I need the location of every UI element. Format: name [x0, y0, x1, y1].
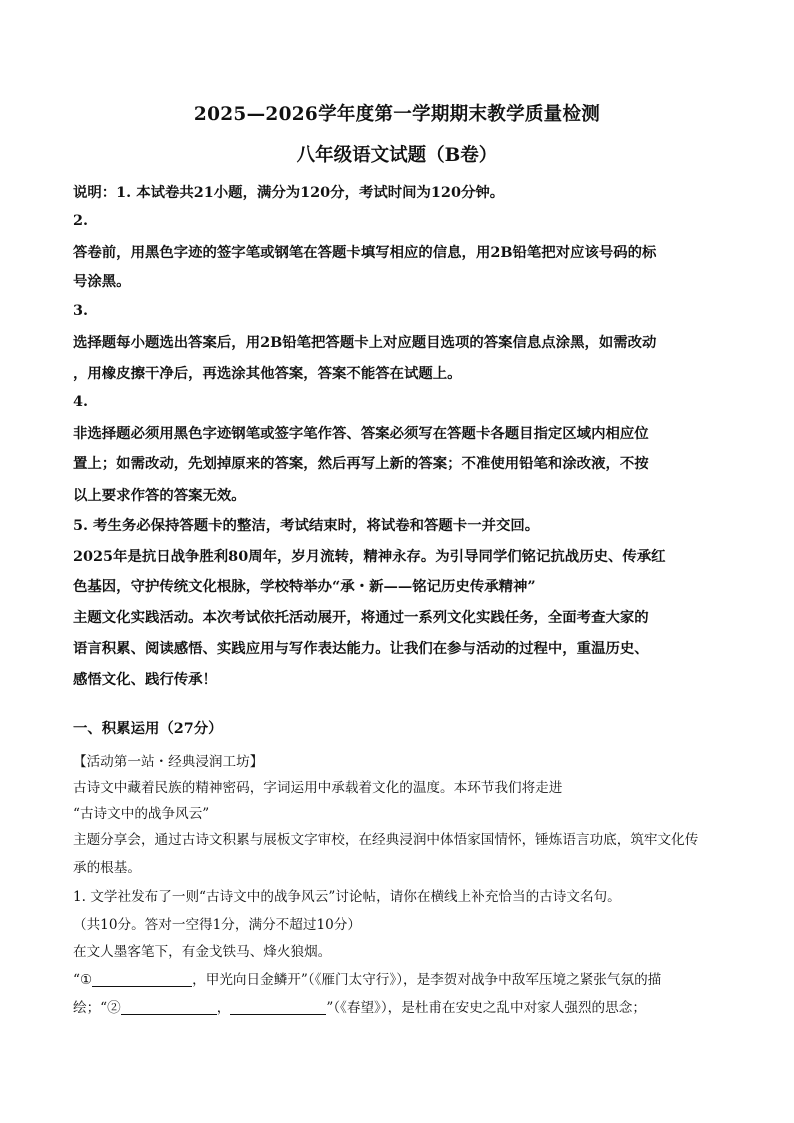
question-1: 1. 文学社发布了一则“古诗文中的战争风云”讨论帖，请你在横线上补充恰当的古诗文名句。	[73, 889, 621, 905]
exam-subtitle: 八年级语文试题（B卷）	[296, 145, 498, 166]
fill-line-1	[73, 968, 661, 988]
section-para-1: 古诗文中藏着民族的精神密码，字词运用中承载着文化的温度。本环节我们将走进	[73, 780, 563, 796]
instruction-2-line-2: 号涂黑。	[73, 273, 131, 290]
instruction-3-line-1: 选择题每小题选出答案后，用2B铅笔把答题卡上对应题目选项的答案信息点涂黑，如需改动	[73, 334, 657, 351]
instruction-num-3: 3.	[73, 302, 89, 319]
intro-line-4: 语言积累、阅读感悟、实践应用与写作表达能力。让我们在参与活动的过程中，重温历史、	[73, 640, 649, 657]
question-1-lead: 在文人墨客笔下，有金戈铁马、烽火狼烟。	[73, 944, 332, 960]
intro-line-2: 色基因，守护传统文化根脉，学校特举办“承・新——铭记历史传承精神”	[73, 578, 536, 595]
section-para-3: 主题分享会，通过古诗文积累与展板文字审校，在经典浸润中体悟家国情怀，锤炼语言功底，筑牢文化传	[73, 832, 699, 848]
section-heading: 一、积累运用（27分）	[73, 720, 223, 737]
instruction-num-4: 4.	[73, 393, 89, 410]
section-para-2: “古诗文中的战争风云”	[73, 806, 210, 822]
instruction-1: 说明：1. 本试卷共21小题，满分为120分，考试时间为120分钟。	[73, 184, 505, 201]
fill-line-2	[73, 996, 646, 1016]
station-title: 【活动第一站・经典浸润工坊】	[73, 754, 264, 770]
fill-2-suffix: ”（《春望》），是杜甫在安史之乱中对家人强烈的思念；	[326, 1000, 646, 1016]
fill-1-prefix: “①	[73, 972, 93, 988]
fill-1-suffix: ，甲光向日金鳞开”（《雁门太守行》），是李贺对战争中敌军压境之紧张气氛的描	[192, 972, 662, 988]
intro-line-3: 主题文化实践活动。本次考试依托活动展开，将通过一系列文化实践任务，全面考查大家的	[73, 609, 649, 626]
instruction-4-line-3: 以上要求作答的答案无效。	[73, 487, 246, 504]
question-1-score: （共10分。答对一空得1分，满分不超过10分）	[73, 917, 361, 933]
instruction-4-line-1: 非选择题必须用黑色字迹钢笔或签字笔作答、答案必须写在答题卡各题目指定区域内相应位	[73, 425, 649, 442]
answer-blank-2b[interactable]	[230, 1000, 326, 1015]
instruction-4-line-2: 置上；如需改动，先划掉原来的答案，然后再写上新的答案；不准使用铅笔和涂改液，不按	[73, 455, 649, 472]
fill-2-comma: ，	[216, 1000, 231, 1016]
instruction-2-line-1: 答卷前，用黑色字迹的签字笔或钢笔在答题卡填写相应的信息，用2B铅笔把对应该号码的标	[73, 244, 657, 261]
fill-2-prefix: 绘；“②	[73, 1000, 121, 1016]
answer-blank-1[interactable]	[92, 972, 192, 987]
answer-blank-2a[interactable]	[121, 1000, 217, 1015]
section-para-4: 承的根基。	[73, 860, 141, 876]
exam-title: 2025—2026学年度第一学期期末教学质量检测	[193, 104, 601, 125]
instruction-3-line-2: ，用橡皮擦干净后，再选涂其他答案，答案不能答在试题上。	[73, 365, 462, 382]
intro-line-1: 2025年是抗日战争胜利80周年，岁月流转，精神永存。为引导同学们铭记抗战历史、传承红	[73, 548, 666, 565]
intro-line-5: 感悟文化、践行传承！	[73, 671, 217, 688]
instruction-5: 5. 考生务必保持答题卡的整洁，考试结束时，将试卷和答题卡一并交回。	[73, 517, 540, 534]
instruction-num-2: 2.	[73, 212, 89, 229]
